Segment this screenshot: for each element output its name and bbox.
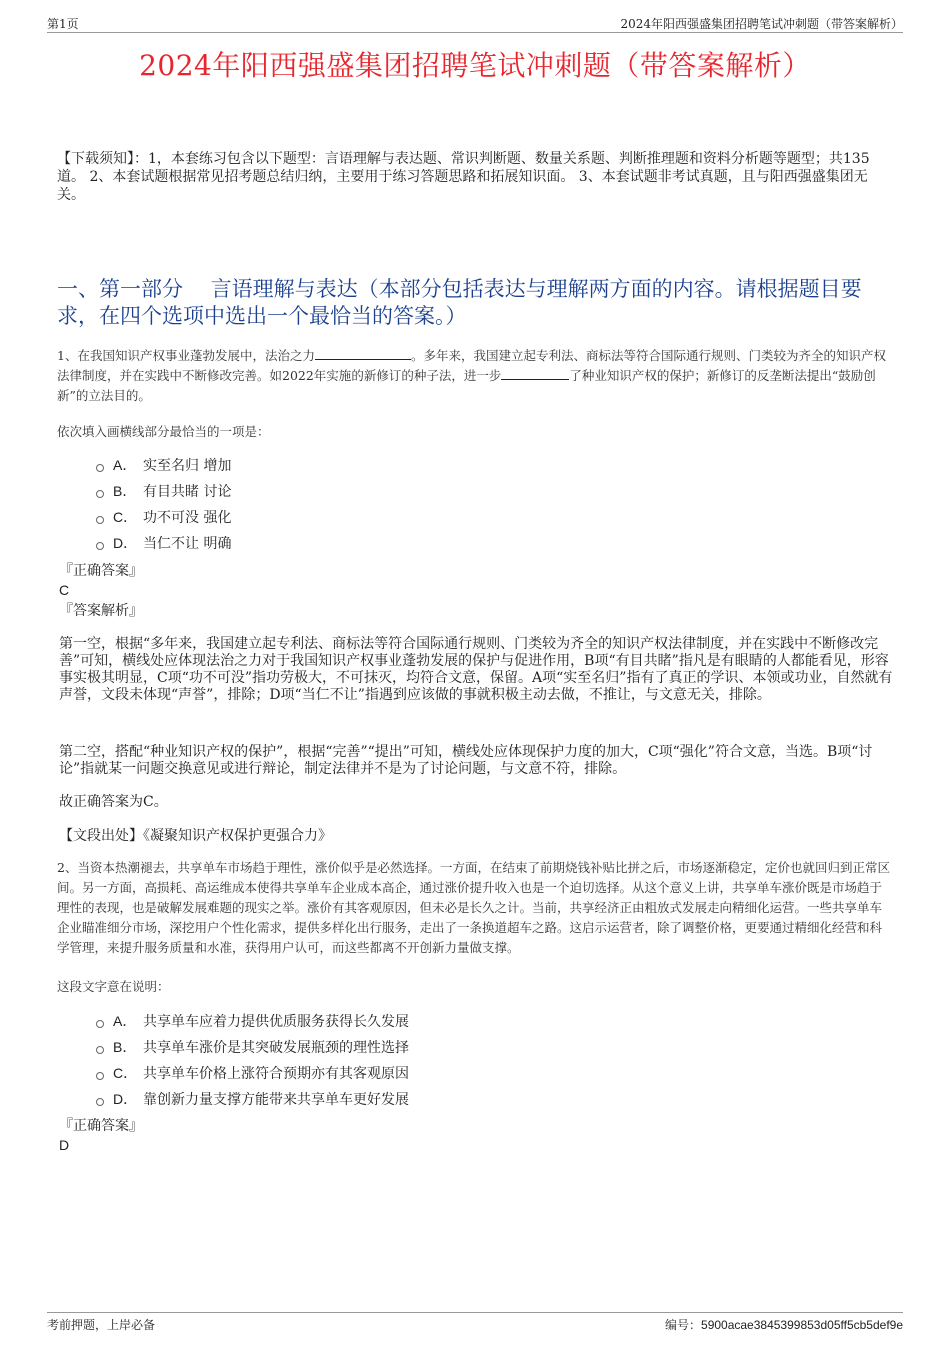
page-number: 第1页 xyxy=(47,17,79,31)
analysis-paragraph: 第一空，根据“多年来，我国建立起专利法、商标法等符合国际通行规则、门类较为齐全的知识产权法律制度，并在实践中不断修改完善”可知，横线处应体现法治之力对于我国知识产权事业蓬勃发展的保护与促进作用，B项“有目共睹”指凡是有眼睛的人都能看见，形容事实极其明显，C项“功不可没”指功劳极大，不可抹灭，均符合文意，保留。A项“实至名归”指有了真正的学识、本领或功业，自然就有声誉，文段未体现“声誉”，排除；D项“当仁不让”指遇到应该做的事就积极主动去做，不推让，与文意无关，排除。 xyxy=(59,636,893,703)
answer-label: 『正确答案』 xyxy=(59,1118,143,1134)
option-b[interactable]: B． 有目共睹 讨论 xyxy=(96,478,231,504)
option-c[interactable]: C． 功不可没 强化 xyxy=(96,504,231,530)
radio-icon[interactable] xyxy=(96,490,104,498)
radio-icon[interactable] xyxy=(96,1098,104,1106)
option-a[interactable]: A． 共享单车应着力提供优质服务获得长久发展 xyxy=(96,1008,409,1034)
header-doc-title: 2024年阳西强盛集团招聘笔试冲刺题（带答案解析） xyxy=(620,17,903,31)
option-d[interactable]: D． 靠创新力量支撑方能带来共享单车更好发展 xyxy=(96,1086,409,1112)
answer-value: D xyxy=(59,1137,70,1153)
page-header xyxy=(47,14,903,33)
option-c[interactable]: C． 共享单车价格上涨符合预期亦有其客观原因 xyxy=(96,1060,409,1086)
radio-icon[interactable] xyxy=(96,542,104,550)
analysis-label: 『答案解析』 xyxy=(59,603,143,619)
option-d[interactable]: D． 当仁不让 明确 xyxy=(96,530,231,556)
radio-icon[interactable] xyxy=(96,1046,104,1054)
question-2-options xyxy=(96,1008,409,1112)
option-b[interactable]: B． 共享单车涨价是其突破发展瓶颈的理性选择 xyxy=(96,1034,409,1060)
question-2-text: 2、当资本热潮褪去，共享单车市场趋于理性，涨价似乎是必然选择。一方面，在结束了前期烧钱补贴比拼之后，市场逐渐稳定，定价也就回归到正常区间。另一方面，高损耗、高运维成本使得共享单车企业成本高企，通过涨价提升收入也是一个迫切选择。从这个意义上讲，共享单车涨价既是市场趋于理性的表现，也是破解发展难题的现实之举。涨价有其客观原因，但未必是长久之计。当前，共享经济正由粗放式发展走向精细化运营。一些共享单车企业瞄准细分市场，深挖用户个性化需求，提供多样化出行服务，走出了一条换道超车之路。这启示运营者，除了调整价格，更要通过精细化经营和科学管理，来提升服务质量和水准，获得用户认可，而这些都离不开创新力量做支撑。 xyxy=(57,860,890,955)
section-heading: 一、第一部分 言语理解与表达（本部分包括表达与理解两方面的内容。请根据题目要求，在四个选项中选出一个最恰当的答案。） xyxy=(57,277,862,328)
analysis-paragraph: 第二空，搭配“种业知识产权的保护”，根据“完善”“提出”可知，横线处应体现保护力度的加大，C项“强化”符合文意，当选。B项“讨论”指就某一问题交换意见或进行辩论，制定法律并不是为了讨论问题，与文意不符，排除。 xyxy=(59,744,873,777)
blank-2 xyxy=(501,367,569,380)
radio-icon[interactable] xyxy=(96,1020,104,1028)
question-1-text: 1、在我国知识产权事业蓬勃发展中，法治之力 。多年来，我国建立起专利法、商标法等符合国际通行规则、门类较为齐全的知识产权法律制度，并在实践中不断修改完善。如2022年实施的新修订的种子法，进一步 了种业知识产权的保护；新修订的反垄断法提出“鼓励创新”的立法目的。 xyxy=(57,348,886,403)
question-1-options xyxy=(96,452,231,556)
download-notice: 【下载须知】：1，本套练习包含以下题型：言语理解与表达题、常识判断题、数量关系题、判断推理题和资料分析题等题型；共135道。 2、本套试题根据常见招考题总结归纳，主要用于练习答题思路和拓展知识面。 3、本套试题非考试真题，且与阳西强盛集团无关。 xyxy=(57,151,870,203)
radio-icon[interactable] xyxy=(96,1072,104,1080)
document-code: 编号：5900acae3845399853d05ff5cb5def9e xyxy=(665,1318,903,1332)
analysis-conclusion: 故正确答案为C。 xyxy=(59,794,168,810)
question-2-prompt: 这段文字意在说明： xyxy=(57,979,170,994)
answer-value: C xyxy=(59,582,70,598)
answer-label: 『正确答案』 xyxy=(59,563,143,579)
source-citation: 【文段出处】《凝聚知识产权保护更强合力》 xyxy=(59,828,332,844)
question-1-prompt: 依次填入画横线部分最恰当的一项是： xyxy=(57,424,270,439)
footer-slogan: 考前押题，上岸必备 xyxy=(47,1318,156,1332)
page-title: 2024年阳西强盛集团招聘笔试冲刺题（带答案解析） xyxy=(139,49,811,82)
radio-icon[interactable] xyxy=(96,516,104,524)
page-footer xyxy=(47,1312,903,1333)
option-a[interactable]: A． 实至名归 增加 xyxy=(96,452,231,478)
radio-icon[interactable] xyxy=(96,464,104,472)
blank-1 xyxy=(315,347,411,360)
